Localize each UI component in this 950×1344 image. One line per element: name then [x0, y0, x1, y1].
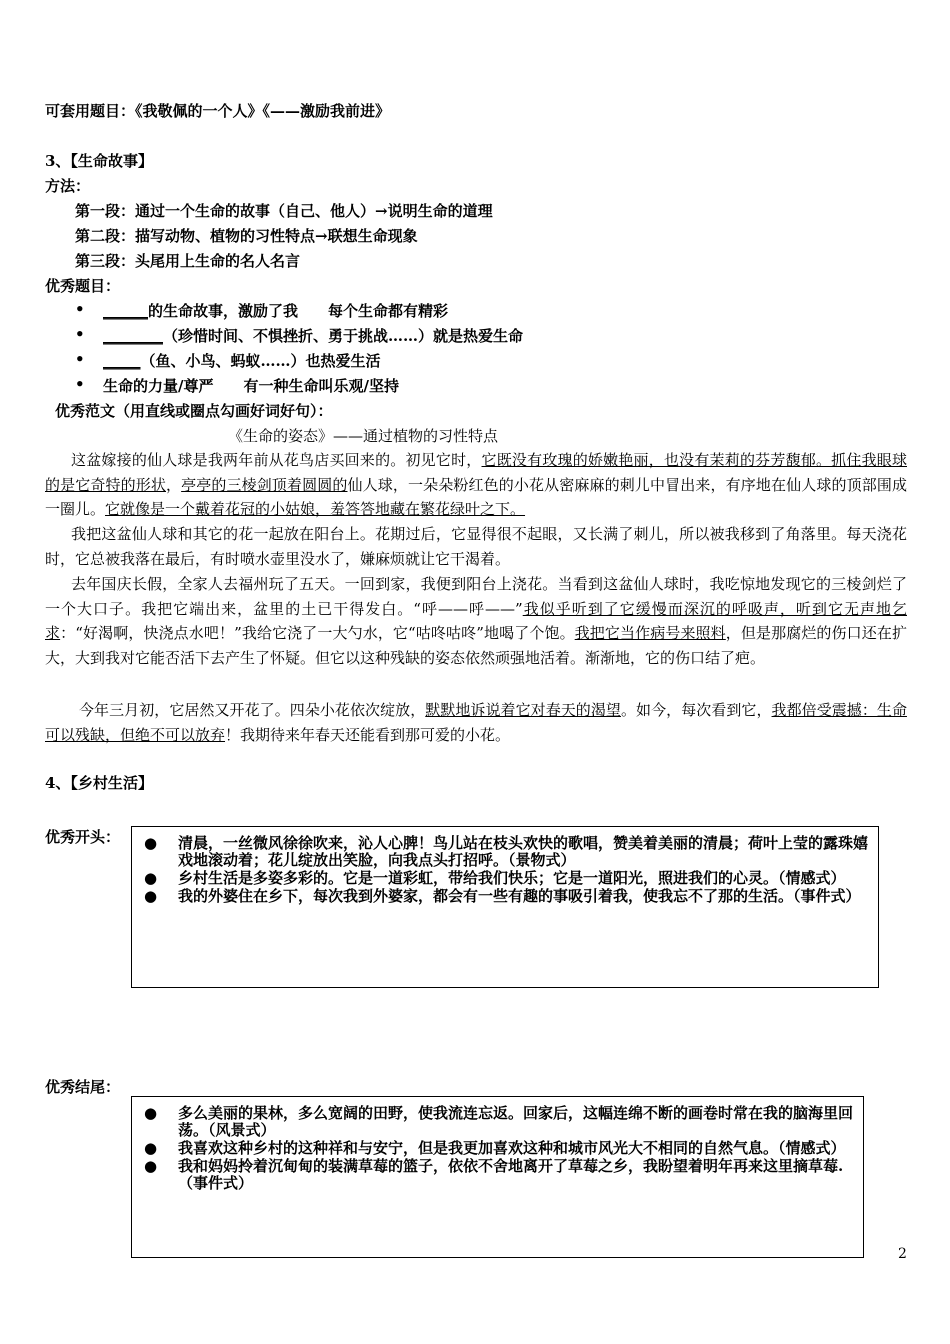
bullet-icon: •: [75, 300, 85, 318]
method-step-3: 第三段：头尾用上生命的名人名言: [75, 252, 301, 270]
section-4-heading: 4、【乡村生活】: [45, 774, 153, 792]
list-item: [132, 835, 868, 869]
opening-text: 乡村生活是多姿多彩的。它是一道彩虹，带给我们快乐；它是一道阳光，照进我们的心灵。（情感式）: [178, 869, 846, 887]
list-item: [132, 888, 868, 905]
underlined-phrase: 它既没有玫瑰的娇嫩艳丽，也没有茉莉的芬芳馥郁。抓住我眼球的是它奇特的形状: [45, 451, 907, 494]
title-item-1: [103, 300, 448, 322]
list-item: [132, 1105, 853, 1139]
excellent-titles-label: 优秀题目：: [45, 277, 121, 295]
essay-text: 仙人球，一朵朵粉红色的小花从密麻麻的刺儿中冒出来，有序地在仙人球的顶部围成一圈儿。: [45, 475, 907, 519]
title-text: 的生命故事，激励了我 每个生命都有精彩: [148, 302, 449, 320]
underlined-phrase: 默默地诉说着它对春天的渴望: [425, 701, 621, 719]
bullet-icon: ●: [144, 1104, 158, 1122]
bullet-icon: •: [75, 325, 85, 343]
ending-text: 我喜欢这种乡村的这种祥和与安宁，但是我更加喜欢这种和城市风光大不相同的自然气息。（情感式）: [178, 1139, 846, 1157]
openings-box: [131, 826, 879, 988]
section-3-heading: 3、【生命故事】: [45, 152, 153, 170]
underlined-phrase: 我把它当作病号来照料: [574, 624, 726, 643]
essay-text: ！我期待来年春天还能看到那可爱的小花。: [225, 725, 511, 744]
bullet-icon: ●: [144, 1139, 158, 1157]
underlined-phrase: 它就像是一个戴着花冠的小姑娘，羞答答地藏在繁花绿叶之下。: [105, 500, 526, 519]
bullet-icon: ●: [144, 869, 158, 887]
ending-text: 我和妈妈拎着沉甸甸的装满草莓的篮子，依依不舍地离开了草莓之乡，我盼望着明年再来这里摘草莓.（事件式）: [178, 1157, 844, 1192]
essay-text: ，: [166, 475, 182, 494]
title-text: （珍惜时间、不惧挫折、勇于挑战……）就是热爱生命: [163, 327, 524, 345]
bullet-icon: ●: [144, 887, 158, 905]
title-item-2: [103, 325, 523, 347]
essay-text: 。如今，每次看到它，: [620, 701, 772, 719]
essay-text: ：“好渴啊，快浇点水吧！”我给它浇了一大勺水，它“咕咚咕咚”地喝了个饱。: [60, 624, 575, 643]
endings-box: [131, 1096, 864, 1258]
ending-text: 多么美丽的果林，多么宽阔的田野，使我流连忘返。回家后，这幅连绵不断的画卷时常在我的脑海里回荡。（风景式）: [178, 1104, 854, 1139]
essay-paragraph-3: [45, 572, 907, 670]
opening-text: 我的外婆住在乡下，每次我到外婆家，都会有一些有趣的事吸引着我，使我忘不了那的生活。（事件式）: [178, 887, 861, 905]
title-item-4: [103, 375, 399, 397]
list-item: [132, 1140, 853, 1157]
list-item: [132, 1158, 853, 1192]
method-label: 方法：: [45, 177, 91, 195]
essay-paragraph-4: [45, 698, 907, 747]
opening-text: 清晨，一丝微风徐徐吹来，沁人心脾！鸟儿站在枝头欢快的歌唱，赞美着美丽的清晨；荷叶上莹的露珠嬉戏地滚动着；花儿绽放出笑脸，向我点头打招呼。（景物式）: [178, 834, 869, 869]
underlined-phrase: 亭亭的三棱剑顶着圆圆的: [181, 475, 348, 494]
method-step-2: 第二段：描写动物、植物的习性特点→联想生命现象: [75, 227, 418, 245]
essay-text: ，但是那腐烂的伤口还在扩大，大到我对它能否活下去产生了怀疑。但它以这种残缺的姿态依然顽强地活着。渐渐地，它的伤口结了疤。: [45, 624, 907, 667]
underlined-phrase: 我似乎听到了它缓慢而深沉的呼吸声，听到它无声地乞求: [45, 599, 907, 643]
title-text: 生命的力量/尊严 有一种生命叫乐观/坚持: [103, 377, 399, 395]
title-item-3: [103, 350, 381, 372]
essay-text: 这盆嫁接的仙人球是我两年前从花鸟店买回来的。初见它时，: [71, 451, 482, 469]
essay-title: 《生命的姿态》——通过植物的习性特点: [228, 427, 499, 445]
fill-blank: ______: [103, 302, 148, 320]
essay-paragraph-1: [45, 448, 907, 522]
list-item: [132, 870, 868, 887]
underlined-phrase: 我都倍受震撼：生命可以残缺，但绝不可以放弃: [45, 701, 907, 744]
bullet-icon: ●: [144, 834, 158, 852]
title-text: （鱼、小鸟、蚂蚁……）也热爱生活: [140, 352, 381, 370]
essay-paragraph-2: 我把这盆仙人球和其它的花一起放在阳台上。花期过后，它显得很不起眼，又长满了刺儿，所以被我移到了角落里。每天浇花时，它总被我落在最后，有时喷水壶里没水了，嫌麻烦就让它干渴着。: [45, 525, 907, 568]
opening-label: 优秀开头：: [45, 828, 121, 846]
essay-text: 去年国庆长假，全家人去福州玩了五天。一回到家，我便到阳台上浇花。当看到这盆仙人球时，我吃惊地发现它的三棱剑烂了一个大口子。我把它端出来，盆里的土已干得发白。“呼——呼——”: [45, 575, 907, 618]
fill-blank: _____: [103, 352, 141, 370]
sample-essay-label: 优秀范文（用直线或圈点勾画好词好句）：: [55, 402, 333, 420]
fill-blank: ________: [103, 327, 163, 345]
bullet-icon: •: [75, 350, 85, 368]
bullet-icon: •: [75, 375, 85, 393]
essay-text: 今年三月初，它居然又开花了。四朵小花依次绽放，: [79, 701, 426, 719]
ending-label: 优秀结尾：: [45, 1078, 121, 1096]
applicable-titles-line: 可套用题目：《我敬佩的一个人》《——激励我前进》: [45, 102, 391, 120]
method-step-1: 第一段：通过一个生命的故事（自己、他人）→说明生命的道理: [75, 202, 493, 220]
bullet-icon: ●: [144, 1157, 158, 1175]
page-number: 2: [898, 1246, 907, 1262]
